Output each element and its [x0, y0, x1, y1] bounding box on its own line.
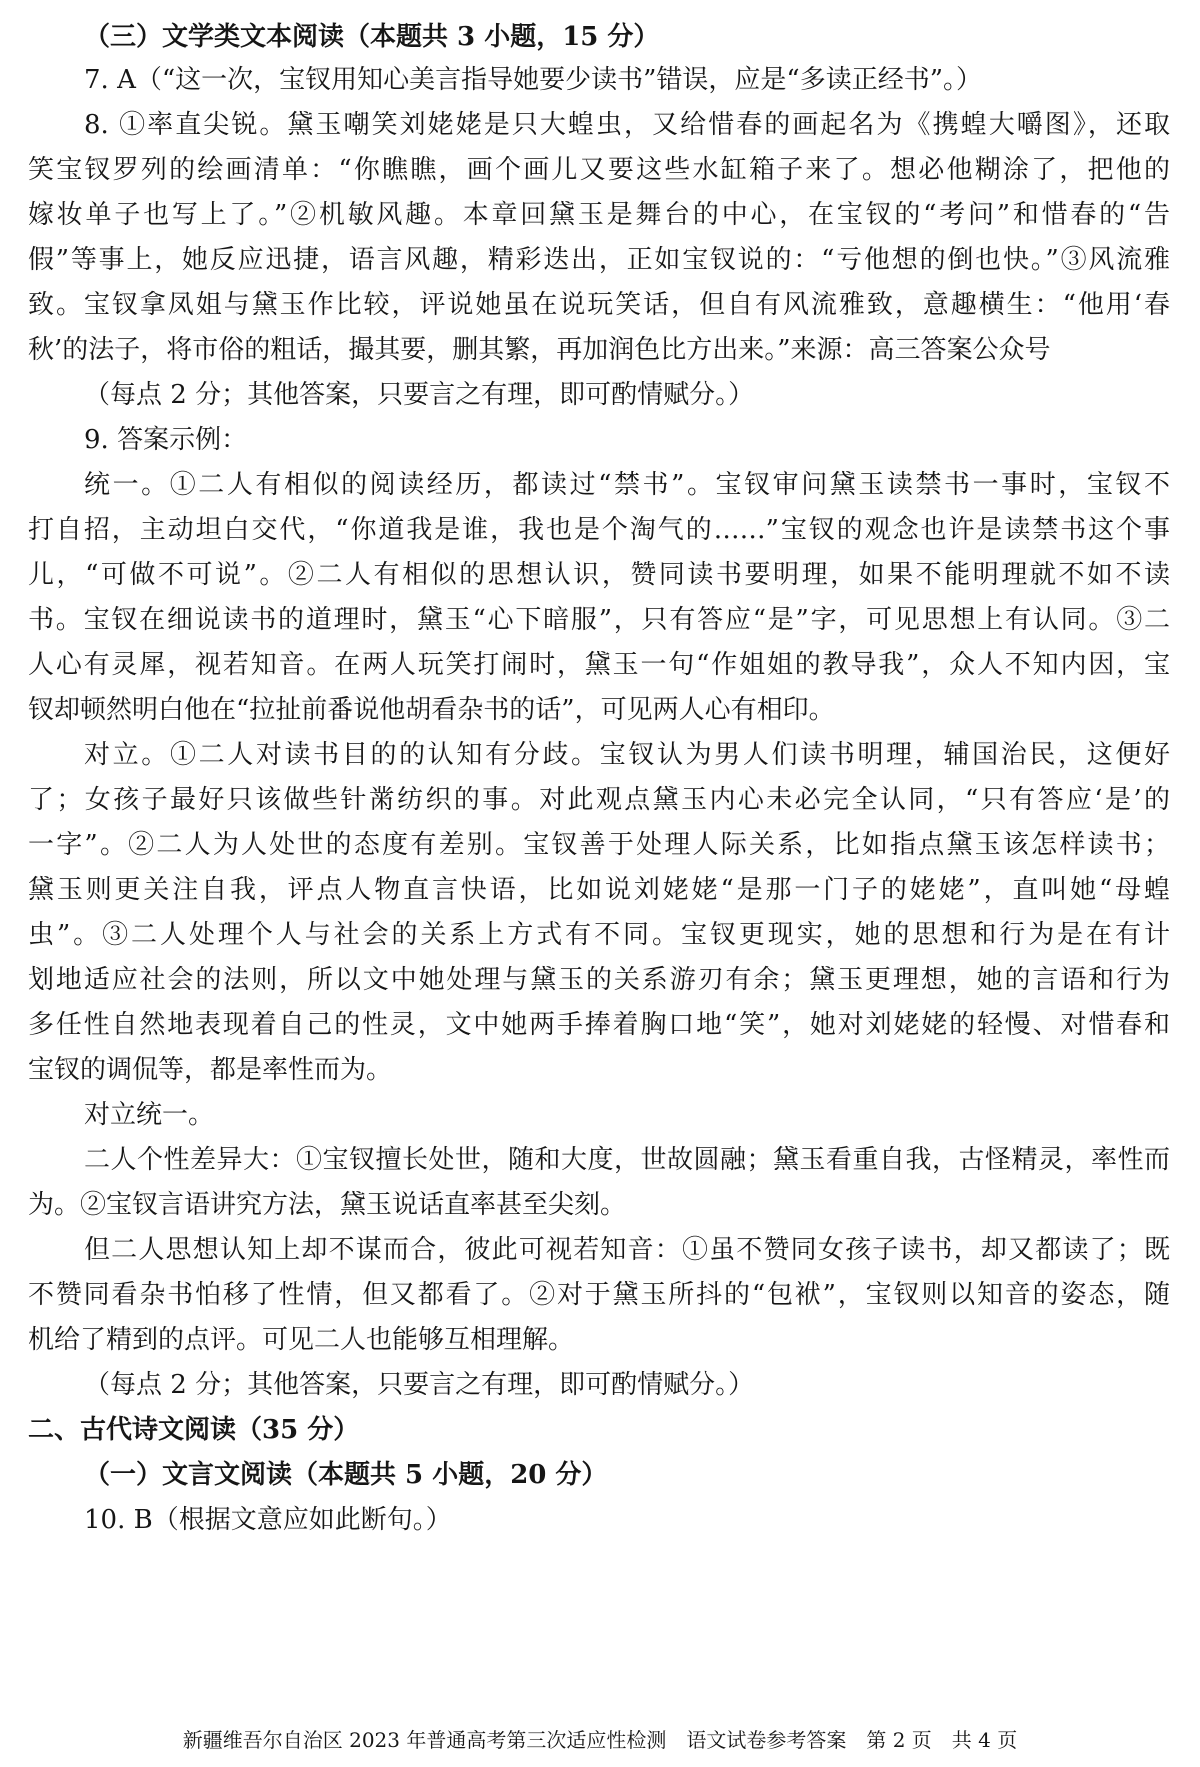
scoring-note: （每点 2 分；其他答案，只要言之有理，即可酌情赋分。）: [84, 380, 755, 410]
answer-9-opposition-line: 黛玉则更关注自我，评点人物直言快语，比如说刘姥姥“是那一门子的姥姥”，直叫她“母蝗: [28, 875, 1170, 905]
answer-8-line: 秋’的法子，将市俗的粗话，撮其要，删其繁，再加润色比方出来。”来源：高三答案公众号: [28, 335, 1051, 365]
answer-9-opposition-line: 对立。①二人对读书目的的认知有分歧。宝钗认为男人们读书明理，辅国治民，这便好: [84, 740, 1170, 770]
answer-9-opposition-line: 宝钗的调侃等，都是率性而为。: [28, 1055, 393, 1085]
answer-9-unity-line: 打自招，主动坦白交代，“你道我是谁，我也是个淘气的……”宝钗的观念也许是读禁书这个事: [28, 515, 1170, 545]
answer-9-unity-line: 统一。①二人有相似的阅读经历，都读过“禁书”。宝钗审问黛玉读禁书一事时，宝钗不: [84, 470, 1170, 500]
answer-9-dialectic-line: 但二人思想认知上却不谋而合，彼此可视若知音：①虽不赞同女孩子读书，却又都读了；既: [84, 1235, 1170, 1265]
answer-8-line: 8. ①率直尖锐。黛玉嘲笑刘姥姥是只大蝗虫，又给惜春的画起名为《携蝗大嚼图》，还取: [84, 110, 1170, 140]
answer-10: 10. B（根据文意应如此断句。）: [84, 1505, 452, 1535]
answer-9-dialectic-heading: 对立统一。: [84, 1100, 215, 1130]
answer-9-dialectic-line: 为。②宝钗言语讲究方法，黛玉说话直率甚至尖刻。: [28, 1190, 627, 1220]
answer-9-dialectic-line: 不赞同看杂书怕移了性情，但又都看了。②对于黛玉所抖的“包袱”，宝钗则以知音的姿态，随: [28, 1280, 1170, 1310]
section-heading-classical-prose: （一）文言文阅读（本题共 5 小题，20 分）: [84, 1460, 608, 1490]
answer-9-unity-line: 儿，“可做不可说”。②二人有相似的思想认识，赞同读书要明理，如果不能明理就不如不读: [28, 560, 1170, 590]
answer-9-unity-line: 人心有灵犀，视若知音。在两人玩笑打闹时，黛玉一句“作姐姐的教导我”，众人不知内因，宝: [28, 650, 1170, 680]
answer-8-line: 致。宝钗拿凤姐与黛玉作比较，评说她虽在说玩笑话，但自有风流雅致，意趣横生：“他用‘春: [28, 290, 1170, 320]
answer-9-dialectic-line: 机给了精到的点评。可见二人也能够互相理解。: [28, 1325, 575, 1355]
answer-9-unity-line: 书。宝钗在细说读书的道理时，黛玉“心下暗服”，只有答应“是”字，可见思想上有认同。③二: [28, 605, 1170, 635]
answer-9-heading: 9. 答案示例：: [84, 425, 248, 455]
answer-9-opposition-line: 划地适应社会的法则，所以文中她处理与黛玉的关系游刃有余；黛玉更理想，她的言语和行为: [28, 965, 1170, 995]
answer-9-opposition-line: 了；女孩子最好只该做些针黹纺织的事。对此观点黛玉内心未必完全认同，“只有答应‘是’的: [28, 785, 1170, 815]
answer-8-line: 笑宝钗罗列的绘画清单：“你瞧瞧，画个画儿又要这些水缸箱子来了。想必他糊涂了，把他的: [28, 155, 1170, 185]
section-heading-literary-reading: （三）文学类文本阅读（本题共 3 小题，15 分）: [84, 22, 660, 52]
answer-9-opposition-line: 多任性自然地表现着自己的性灵，文中她两手捧着胸口地“笑”，她对刘姥姥的轻慢、对惜春和: [28, 1010, 1170, 1040]
answer-9-opposition-line: 虫”。③二人处理个人与社会的关系上方式有不同。宝钗更现实，她的思想和行为是在有计: [28, 920, 1170, 950]
answer-9-dialectic-line: 二人个性差异大：①宝钗擅长处世，随和大度，世故圆融；黛玉看重自我，古怪精灵，率性而: [84, 1145, 1170, 1175]
answer-9-opposition-line: 一字”。②二人为人处世的态度有差别。宝钗善于处理人际关系，比如指点黛玉该怎样读书；: [28, 830, 1170, 860]
answer-9-unity-line: 钗却顿然明白他在“拉扯前番说他胡看杂书的话”，可见两人心有相印。: [28, 695, 835, 725]
answer-8-line: 嫁妆单子也写上了。”②机敏风趣。本章回黛玉是舞台的中心，在宝钗的“考问”和惜春的“告: [28, 200, 1170, 230]
answer-7: 7. A（“这一次，宝钗用知心美言指导她要少读书”错误，应是“多读正经书”。）: [84, 65, 983, 95]
section-heading-classical-poetry: 二、古代诗文阅读（35 分）: [28, 1415, 360, 1445]
page-footer: 新疆维吾尔自治区 2023 年普通高考第三次适应性检测 语文试卷参考答案 第 2 页 共 4 页: [182, 1728, 1018, 1752]
scoring-note: （每点 2 分；其他答案，只要言之有理，即可酌情赋分。）: [84, 1370, 755, 1400]
answer-8-line: 假”等事上，她反应迅捷，语言风趣，精彩迭出，正如宝钗说的：“亏他想的倒也快。”③风流雅: [28, 245, 1170, 275]
